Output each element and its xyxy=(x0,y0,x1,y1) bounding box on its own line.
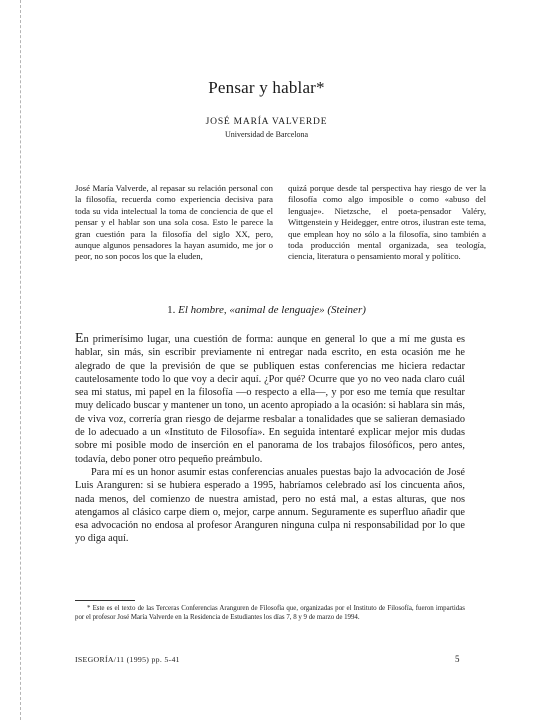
article-title: Pensar y hablar* xyxy=(208,78,325,97)
section-heading xyxy=(0,304,533,316)
author-affiliation: Universidad de Barcelona xyxy=(224,130,309,139)
author-name: JOSÉ MARÍA VALVERDE xyxy=(205,117,328,127)
footer-journal: ISEGORÍA/11 (1995) xyxy=(75,655,150,664)
section-title: El hombre, «animal de lenguaje» (Steiner) xyxy=(178,304,366,316)
paragraph-2: Para mí es un honor asumir estas conferencias anuales puestas bajo la advocación de José Luis Aranguren: si se hubiera esperado a 1995, habríamos celebrado así los cincuenta años, nada menos, del comienzo de nuestra amistad, pero no está mal, a estas alturas, que nos atengamos al clásico carpe diem o, mejor, carpe annum. Seguramente es superfluo añadir que esa advocación no endosa al profesor Aranguren ninguna culpa ni responsabilidad por lo que yo diga aquí. xyxy=(75,466,465,545)
abstract-right-column: quizá porque desde tal perspectiva hay riesgo de ver la filosofía como algo imposible o como «abuso del lenguaje». Nietzsche, el poeta-pensador Valéry, Wittgenstein y Heidegger, entre otros, ilustran este tema, que emplean hoy no sólo a la filosofía, sino también a toda producción mental organizada, sea teología, ciencia, literatura o pensamiento moral y político. xyxy=(288,183,486,262)
paragraph-1-text: n primerísimo lugar, una cuestión de forma: aunque en general lo que a mí me gusta es hablar, sin más, sin escribir previamente ni entregar nada escrito, en esta ocasión me he alegrado de que la previsión de que se publiquen estas conferencias me hiciera redactar cautelosamente todo lo que voy a decir aquí. ¿Por qué? Ocurre que yo no veo nada claro cuál sea mi status, mi papel en la filosofía —o respecto a ella—, y por eso me temía que resultar muy delicado buscar y mantener un tono, un acento apropiado a la ocasión: si hablara sin más, de viva voz, correría gran riesgo de dejarme resbalar a tonalidades que se salieran demasiado de lo adecuado a un «Instituto de Filosofía». En seguida intentaré explicar mejor mis dudas sobre mi posible modo de inserción en el panorama de los trabajos filosóficos, pero antes, todavía, debo poner otro pequeño preámbulo. xyxy=(75,334,465,465)
paragraph-1 xyxy=(75,333,465,466)
body-text xyxy=(75,333,465,546)
abstract-left-column: José María Valverde, al repasar su relación personal con la filosofía, recuerda como experiencia decisiva para toda su vida intelectual la toma de conciencia de que el pensar y el hablar son una sola cosa. Esto le parece la gran cuestión para la filosofía del siglo XX, pero, aunque algunos pensadores la hayan asumido, me jor o peor, no son pocos los que la eluden, xyxy=(75,183,273,262)
footnote: * Este es el texto de las Terceras Conferencias Aranguren de Filosofía que, organizadas por el Instituto de Filosofía, fueron impartidas por el profesor José María Valverde en la Residencia de Estudiantes los días 7, 8 y 9 de marzo de 1994. xyxy=(75,605,465,621)
footer-pages: pp. 5-41 xyxy=(151,655,180,664)
page-number: 5 xyxy=(455,654,460,664)
initial-letter: E xyxy=(75,331,84,346)
footnote-rule xyxy=(75,600,135,601)
section-number: 1. xyxy=(167,304,176,316)
scan-margin-line xyxy=(20,0,22,720)
footer-citation xyxy=(75,655,180,664)
